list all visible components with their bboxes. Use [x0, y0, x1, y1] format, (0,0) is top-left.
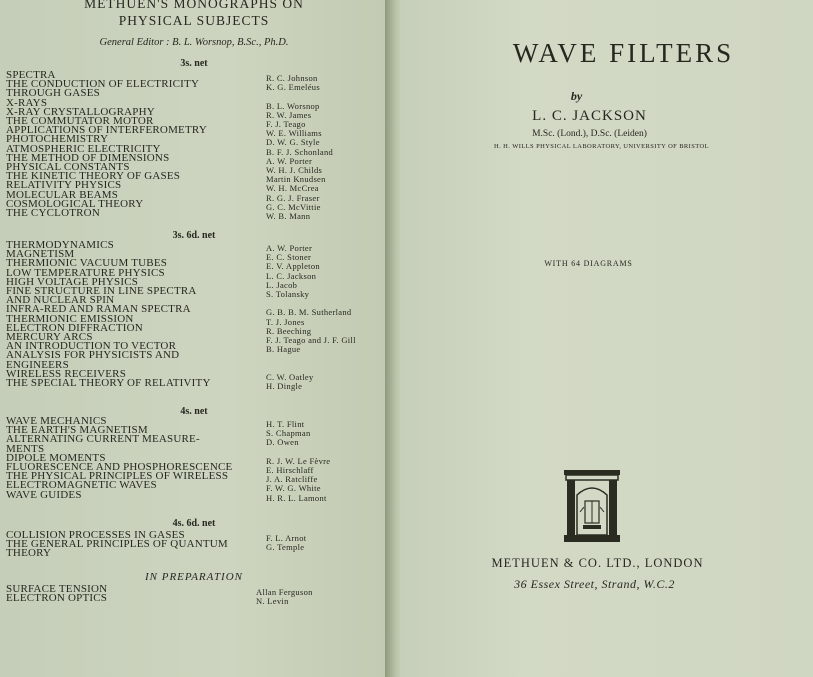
monograph-author: A. W. Porter — [266, 243, 313, 253]
monograph-author: G. B. B. M. Sutherland — [266, 307, 352, 318]
monograph-title: ELECTRON DIFFRACTION — [6, 321, 143, 334]
monograph-author: H. Dingle — [266, 381, 303, 391]
monograph-author: F. W. G. White — [266, 483, 321, 494]
monograph-title: COSMOLOGICAL THEORY — [6, 197, 144, 210]
publisher-name: METHUEN & CO. LTD., LONDON — [491, 556, 704, 570]
price-heading: 3s. 6d. net — [172, 230, 216, 241]
monograph-author: E. C. Stoner — [266, 252, 312, 263]
diagrams-note: WITH 64 DIAGRAMS — [544, 259, 633, 268]
monograph-title: WAVE MECHANICS — [6, 415, 107, 427]
monograph-author: W. B. Mann — [266, 211, 311, 221]
monograph-title: HIGH VOLTAGE PHYSICS — [6, 275, 139, 288]
monograph-title: THE KINETIC THEORY OF GASES — [6, 170, 181, 183]
book-title: WAVE FILTERS — [512, 38, 735, 68]
monograph-author: W. E. Williams — [266, 128, 322, 139]
methuen-emblem-icon — [562, 467, 622, 545]
series-title-line2: PHYSICAL SUBJECTS — [118, 13, 270, 28]
monograph-author: B. F. J. Schonland — [266, 146, 334, 157]
monograph-title: MERCURY ARCS — [6, 331, 93, 343]
monograph-title: COLLISION PROCESSES IN GASES — [6, 529, 185, 541]
monograph-title: SURFACE TENSION — [6, 583, 108, 595]
monograph-title: LOW TEMPERATURE PHYSICS — [6, 266, 165, 279]
monograph-title: FLUORESCENCE AND PHOSPHORESCENCE — [6, 461, 233, 473]
monograph-title: ELECTRON OPTICS — [6, 592, 108, 605]
monograph-author: R. Beeching — [266, 325, 312, 336]
monograph-title: X-RAYS — [6, 96, 48, 109]
by-label: by — [570, 89, 583, 103]
monograph-title: DIPOLE MOMENTS — [6, 451, 106, 464]
monograph-title: THEORY — [6, 547, 52, 560]
monograph-author: H. R. L. Lamont — [266, 492, 327, 503]
monograph-author: Martin Knudsen — [266, 174, 326, 185]
monograph-author: C. W. Oatley — [266, 371, 314, 382]
monograph-title: THE CYCLOTRON — [6, 207, 100, 219]
monograph-author: N. Levin — [256, 596, 289, 607]
monograph-title: AN INTRODUCTION TO VECTOR — [6, 340, 177, 353]
monograph-title: THERMIONIC EMISSION — [6, 312, 134, 325]
monograph-author: R. G. J. Fraser — [266, 192, 320, 203]
monograph-author: G. Temple — [266, 542, 305, 553]
monograph-author: J. A. Ratcliffe — [266, 474, 318, 485]
monograph-author: S. Tolansky — [266, 289, 310, 299]
monograph-author: Allan Ferguson — [256, 587, 313, 597]
monograph-title: WAVE GUIDES — [6, 488, 82, 501]
in-preparation-heading: IN PREPARATION — [144, 571, 244, 583]
monograph-title: MENTS — [6, 442, 45, 455]
monograph-title: ATMOSPHERIC ELECTRICITY — [6, 142, 161, 155]
author-affiliation: H. H. WILLS PHYSICAL LABORATORY, UNIVERSITY OF BRISTOL — [494, 143, 709, 150]
monograph-author: G. C. McVittie — [266, 201, 321, 212]
monograph-title: APPLICATIONS OF INTERFEROMETRY — [6, 124, 207, 137]
left-page — [0, 0, 388, 677]
monograph-title: THERMIONIC VACUUM TUBES — [6, 257, 168, 270]
monograph-author: R. W. James — [266, 109, 312, 120]
monograph-title: THE SPECIAL THEORY OF RELATIVITY — [6, 377, 211, 389]
monograph-title: WIRELESS RECEIVERS — [6, 367, 127, 380]
monograph-title: ALTERNATING CURRENT MEASURE- — [6, 433, 200, 446]
monograph-author: T. J. Jones — [266, 316, 305, 327]
monograph-author: S. Chapman — [266, 428, 311, 439]
monograph-title: MAGNETISM — [6, 248, 75, 261]
monograph-author: W. H. J. Childs — [266, 165, 323, 175]
monograph-author: A. W. Porter — [266, 155, 313, 166]
monograph-title: THE METHOD OF DIMENSIONS — [6, 151, 170, 164]
monograph-author: D. Owen — [266, 437, 299, 448]
right-page — [400, 0, 813, 677]
series-title-line1: METHUEN'S MONOGRAPHS ON — [84, 0, 304, 11]
monograph-author: B. L. Worsnop — [266, 100, 320, 111]
monograph-title: MOLECULAR BEAMS — [6, 188, 119, 201]
monograph-title: PHOTOCHEMISTRY — [6, 133, 109, 146]
monograph-title: ANALYSIS FOR PHYSICISTS AND — [6, 349, 180, 362]
monograph-title: ELECTROMAGNETIC WAVES — [6, 479, 157, 492]
monograph-author: R. J. W. Le Fèvre — [266, 455, 331, 466]
monograph-author: W. H. McCrea — [266, 183, 319, 194]
monograph-author: L. C. Jackson — [266, 270, 317, 281]
monograph-author: K. G. Emeléus — [266, 82, 320, 93]
author-degrees: M.Sc. (Lond.), D.Sc. (Leiden) — [532, 129, 647, 139]
monograph-author: E. Hirschlaff — [266, 465, 314, 475]
monograph-author: D. W. G. Style — [266, 137, 320, 148]
monograph-author: B. Hague — [266, 344, 301, 355]
monograph-title: SPECTRA — [6, 69, 56, 81]
monograph-title: THE PHYSICAL PRINCIPLES OF WIRELESS — [6, 470, 229, 483]
monograph-author: F. J. Teago — [266, 119, 306, 129]
monograph-title: THERMODYNAMICS — [6, 239, 114, 251]
monograph-title: AND NUCLEAR SPIN — [6, 294, 115, 307]
monograph-author: H. T. Flint — [266, 419, 305, 429]
monograph-title: RELATIVITY PHYSICS — [6, 179, 122, 192]
monograph-author: R. C. Johnson — [266, 73, 318, 83]
price-heading: 4s. 6d. net — [172, 518, 216, 529]
monograph-title: THE EARTH'S MAGNETISM — [6, 424, 148, 437]
monograph-title: X-RAY CRYSTALLOGRAPHY — [6, 105, 155, 118]
price-heading: 4s. net — [180, 406, 208, 417]
monograph-title: FINE STRUCTURE IN LINE SPECTRA — [6, 285, 197, 297]
monograph-title: INFRA-RED AND RAMAN SPECTRA — [6, 303, 191, 316]
monograph-title: THROUGH GASES — [6, 87, 100, 100]
monograph-title: PHYSICAL CONSTANTS — [6, 161, 130, 173]
monograph-author: E. V. Appleton — [266, 261, 320, 272]
publisher-address: 36 Essex Street, Strand, W.C.2 — [514, 577, 675, 591]
monograph-author: F. L. Arnot — [266, 533, 307, 543]
monograph-title: THE CONDUCTION OF ELECTRICITY — [6, 78, 200, 91]
price-heading: 3s. net — [180, 58, 208, 69]
monograph-title: ENGINEERS — [6, 358, 69, 371]
author-name: L. C. JACKSON — [532, 108, 647, 124]
monograph-author: F. J. Teago and J. F. Gill — [266, 335, 356, 345]
monograph-title: THE GENERAL PRINCIPLES OF QUANTUM — [6, 538, 228, 551]
general-editor: General Editor : B. L. Worsnop, B.Sc., Ph.D. — [99, 37, 289, 48]
monograph-title: THE COMMUTATOR MOTOR — [6, 115, 154, 127]
monograph-author: L. Jacob — [266, 279, 298, 290]
